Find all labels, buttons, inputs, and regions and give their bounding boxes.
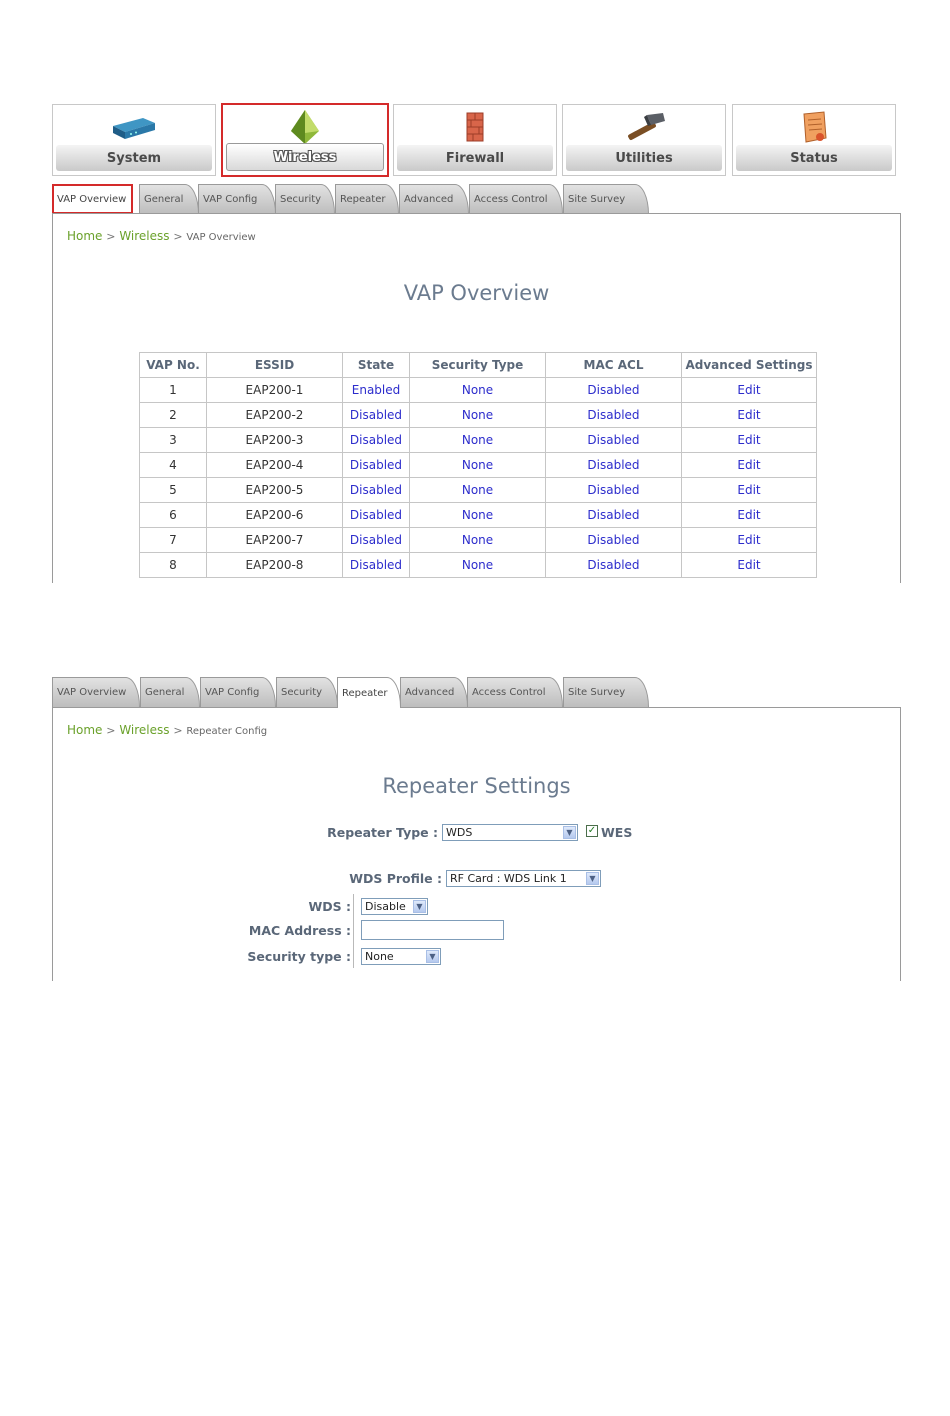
vap-number-cell: 1 [140, 378, 207, 403]
tab-general[interactable]: General [139, 184, 199, 214]
breadcrumb [67, 229, 256, 243]
vap-number-cell: 3 [140, 428, 207, 453]
nav-label: System [56, 145, 212, 171]
wds-enable-select[interactable] [361, 898, 428, 915]
mac-acl-link[interactable]: Disabled [546, 553, 682, 578]
security-type-link[interactable]: None [410, 453, 546, 478]
tab-vap-overview[interactable]: VAP Overview [52, 184, 133, 214]
top-navigation [52, 104, 900, 178]
security-type-link[interactable]: None [410, 478, 546, 503]
breadcrumb-separator: > [173, 724, 183, 737]
nav-system-button[interactable] [52, 104, 216, 176]
wds-profile-select[interactable] [446, 870, 601, 887]
column-header: VAP No. [140, 353, 207, 378]
breadcrumb-wireless-link[interactable]: Wireless [119, 229, 170, 243]
vap-overview-panel [52, 213, 901, 583]
tab-site-survey[interactable]: Site Survey [563, 184, 649, 214]
mac-acl-link[interactable]: Disabled [546, 503, 682, 528]
table-row [140, 378, 817, 403]
chevron-down-icon: ▼ [426, 950, 439, 963]
router-icon [53, 109, 215, 145]
essid-cell: EAP200-6 [207, 503, 343, 528]
table-row [140, 528, 817, 553]
column-header: Security Type [410, 353, 546, 378]
security-type-label: Security type : [247, 949, 351, 964]
tab-advanced[interactable]: Advanced [400, 677, 468, 707]
breadcrumb [67, 723, 267, 737]
wds-profile-label: WDS Profile : [349, 871, 442, 886]
nav-label: Utilities [566, 145, 722, 171]
tab-repeater[interactable]: Repeater [335, 184, 399, 214]
vap-number-cell: 4 [140, 453, 207, 478]
nav-label: Wireless [226, 143, 384, 171]
wes-checkbox[interactable]: ✓ [587, 825, 597, 836]
form-divider [353, 894, 354, 968]
repeater-type-select[interactable] [442, 824, 578, 841]
mac-acl-link[interactable]: Disabled [546, 378, 682, 403]
mac-acl-link[interactable]: Disabled [546, 403, 682, 428]
scroll-icon [733, 109, 895, 145]
wireless-tabs [52, 184, 672, 214]
page-title: Repeater Settings [382, 774, 571, 798]
wds-value: Disable [365, 900, 406, 913]
state-link[interactable]: Disabled [343, 528, 410, 553]
essid-cell: EAP200-4 [207, 453, 343, 478]
firewall-brick-icon [394, 109, 556, 145]
tab-access-control[interactable]: Access Control [469, 184, 563, 214]
security-type-link[interactable]: None [410, 428, 546, 453]
nav-utilities-button[interactable] [562, 104, 726, 176]
repeater-type-label: Repeater Type : [327, 825, 438, 840]
column-header: Advanced Settings [682, 353, 817, 378]
nav-wireless-button[interactable] [221, 103, 389, 177]
edit-link[interactable]: Edit [682, 453, 817, 478]
security-type-link[interactable]: None [410, 528, 546, 553]
state-link[interactable]: Disabled [343, 428, 410, 453]
breadcrumb-separator: > [173, 230, 183, 243]
edit-link[interactable]: Edit [682, 503, 817, 528]
edit-link[interactable]: Edit [682, 378, 817, 403]
mac-acl-link[interactable]: Disabled [546, 453, 682, 478]
tab-site-survey[interactable]: Site Survey [563, 677, 649, 707]
wireless-diamond-icon [223, 109, 387, 145]
breadcrumb-home-link[interactable]: Home [67, 229, 103, 243]
table-row [140, 478, 817, 503]
mac-acl-link[interactable]: Disabled [546, 478, 682, 503]
column-header: MAC ACL [546, 353, 682, 378]
breadcrumb-wireless-link[interactable]: Wireless [119, 723, 170, 737]
wireless-tabs [52, 677, 672, 707]
tab-access-control[interactable]: Access Control [467, 677, 563, 707]
tab-advanced[interactable]: Advanced [399, 184, 469, 214]
security-type-link[interactable]: None [410, 503, 546, 528]
vap-number-cell: 6 [140, 503, 207, 528]
tab-security[interactable]: Security [275, 184, 335, 214]
essid-cell: EAP200-7 [207, 528, 343, 553]
tab-vap-config[interactable]: VAP Config [200, 677, 276, 707]
breadcrumb-current: VAP Overview [186, 232, 256, 243]
essid-cell: EAP200-3 [207, 428, 343, 453]
column-header: State [343, 353, 410, 378]
vap-number-cell: 8 [140, 553, 207, 578]
tab-vap-overview[interactable]: VAP Overview [52, 677, 140, 707]
wds-profile-value: RF Card : WDS Link 1 [450, 872, 567, 885]
edit-link[interactable]: Edit [682, 528, 817, 553]
essid-cell: EAP200-5 [207, 478, 343, 503]
nav-label: Status [736, 145, 892, 171]
page-title: VAP Overview [403, 281, 550, 305]
breadcrumb-home-link[interactable]: Home [67, 723, 103, 737]
mac-acl-link[interactable]: Disabled [546, 528, 682, 553]
state-link[interactable]: Disabled [343, 478, 410, 503]
repeater-type-value: WDS [446, 826, 473, 839]
repeater-settings-panel [52, 707, 901, 981]
vap-table [139, 352, 817, 578]
chevron-down-icon: ▼ [586, 872, 599, 885]
mac-address-label: MAC Address : [248, 923, 351, 938]
nav-label: Firewall [397, 145, 553, 171]
table-header-row [140, 353, 817, 378]
state-link[interactable]: Disabled [343, 453, 410, 478]
wds-label: WDS : [308, 899, 351, 914]
edit-link[interactable]: Edit [682, 428, 817, 453]
column-header: ESSID [207, 353, 343, 378]
hammer-icon [563, 109, 725, 145]
tab-general[interactable]: General [140, 677, 200, 707]
edit-link[interactable]: Edit [682, 403, 817, 428]
vap-number-cell: 7 [140, 528, 207, 553]
mac-address-input[interactable] [361, 920, 504, 940]
edit-link[interactable]: Edit [682, 553, 817, 578]
chevron-down-icon: ▼ [413, 900, 426, 913]
security-type-link[interactable]: None [410, 378, 546, 403]
vap-number-cell: 2 [140, 403, 207, 428]
state-link[interactable]: Disabled [343, 403, 410, 428]
essid-cell: EAP200-8 [207, 553, 343, 578]
state-link[interactable]: Disabled [343, 503, 410, 528]
table-row [140, 553, 817, 578]
breadcrumb-separator: > [106, 724, 116, 737]
table-row [140, 428, 817, 453]
security-type-select[interactable] [361, 948, 441, 965]
state-link[interactable]: Enabled [343, 378, 410, 403]
chevron-down-icon: ▼ [563, 826, 576, 839]
edit-link[interactable]: Edit [682, 478, 817, 503]
essid-cell: EAP200-1 [207, 378, 343, 403]
nav-status-button[interactable] [732, 104, 896, 176]
state-link[interactable]: Disabled [343, 553, 410, 578]
table-row [140, 453, 817, 478]
wes-label: WES [601, 825, 633, 840]
vap-number-cell: 5 [140, 478, 207, 503]
tab-vap-config[interactable]: VAP Config [198, 184, 276, 214]
breadcrumb-separator: > [106, 230, 116, 243]
security-type-value: None [365, 950, 394, 963]
table-row [140, 503, 817, 528]
nav-firewall-button[interactable] [393, 104, 557, 176]
table-row [140, 403, 817, 428]
security-type-link[interactable]: None [410, 403, 546, 428]
tab-repeater[interactable]: Repeater [337, 677, 401, 708]
security-type-link[interactable]: None [410, 553, 546, 578]
tab-security[interactable]: Security [276, 677, 338, 707]
mac-acl-link[interactable]: Disabled [546, 428, 682, 453]
essid-cell: EAP200-2 [207, 403, 343, 428]
breadcrumb-current: Repeater Config [186, 726, 268, 737]
